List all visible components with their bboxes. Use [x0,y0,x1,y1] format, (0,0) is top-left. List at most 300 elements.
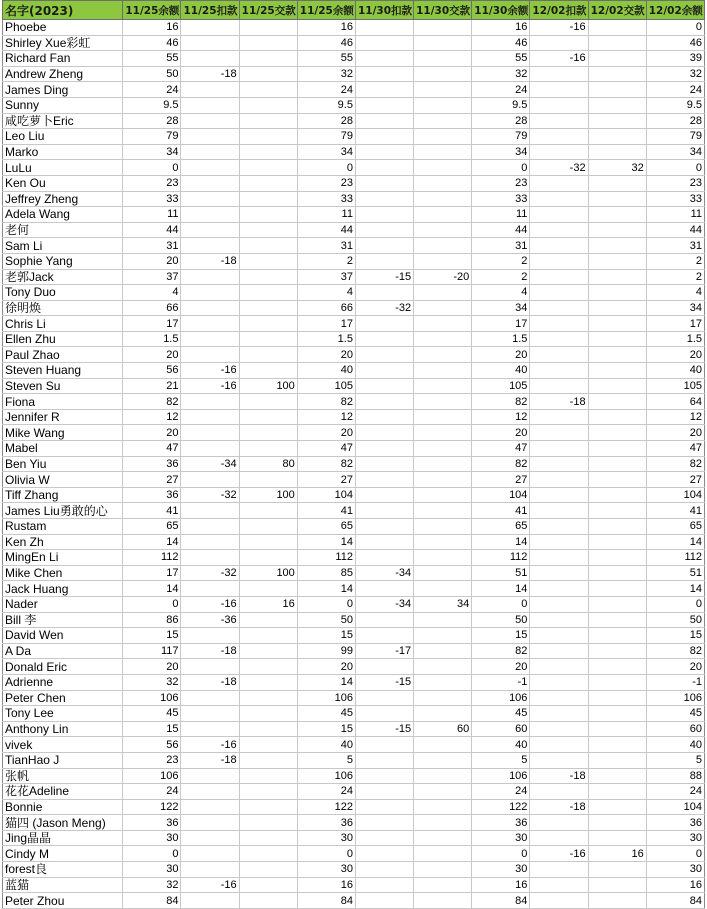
value-cell[interactable] [239,503,297,519]
value-cell[interactable] [239,409,297,425]
value-cell[interactable] [355,441,413,457]
value-cell[interactable]: 0 [297,596,355,612]
value-cell[interactable]: -16 [181,737,239,753]
value-cell[interactable] [355,129,413,145]
value-cell[interactable]: -1 [646,674,704,690]
value-cell[interactable]: 12 [297,409,355,425]
value-cell[interactable] [355,612,413,628]
value-cell[interactable]: 0 [646,596,704,612]
name-cell[interactable]: Olivia W [3,472,123,488]
value-cell[interactable]: 112 [123,550,181,566]
value-cell[interactable] [588,207,646,223]
value-cell[interactable] [588,768,646,784]
value-cell[interactable] [239,238,297,254]
value-cell[interactable]: 4 [297,285,355,301]
value-cell[interactable] [239,394,297,410]
value-cell[interactable]: 20 [472,425,530,441]
value-cell[interactable] [588,581,646,597]
value-cell[interactable]: 1.5 [646,331,704,347]
value-cell[interactable] [239,799,297,815]
value-cell[interactable]: 20 [646,425,704,441]
value-cell[interactable] [355,144,413,160]
value-cell[interactable]: 27 [297,472,355,488]
value-cell[interactable] [355,253,413,269]
value-cell[interactable]: 12 [472,409,530,425]
value-cell[interactable]: -34 [181,456,239,472]
value-cell[interactable]: 14 [123,581,181,597]
value-cell[interactable] [239,316,297,332]
value-cell[interactable]: -32 [355,300,413,316]
value-cell[interactable]: 31 [123,238,181,254]
value-cell[interactable] [588,316,646,332]
value-cell[interactable] [414,612,472,628]
name-cell[interactable]: Mabel [3,441,123,457]
value-cell[interactable] [239,347,297,363]
name-cell[interactable]: Richard Fan [3,51,123,67]
value-cell[interactable]: 20 [472,659,530,675]
value-cell[interactable]: 41 [472,503,530,519]
value-cell[interactable] [355,487,413,503]
value-cell[interactable]: 104 [646,799,704,815]
value-cell[interactable] [530,565,588,581]
value-cell[interactable] [355,35,413,51]
name-cell[interactable]: Ben Yiu [3,456,123,472]
value-cell[interactable] [414,441,472,457]
value-cell[interactable] [588,830,646,846]
value-cell[interactable] [414,659,472,675]
value-cell[interactable]: 36 [472,815,530,831]
value-cell[interactable] [530,66,588,82]
value-cell[interactable]: 23 [297,175,355,191]
value-cell[interactable]: 85 [297,565,355,581]
value-cell[interactable] [588,97,646,113]
value-cell[interactable] [239,706,297,722]
value-cell[interactable] [239,862,297,878]
value-cell[interactable] [530,830,588,846]
value-cell[interactable] [239,737,297,753]
value-cell[interactable] [355,347,413,363]
value-cell[interactable]: 16 [472,20,530,36]
value-cell[interactable] [588,674,646,690]
value-cell[interactable]: 79 [297,129,355,145]
value-cell[interactable] [530,378,588,394]
value-cell[interactable]: 51 [646,565,704,581]
value-cell[interactable] [355,503,413,519]
value-cell[interactable]: 65 [123,519,181,535]
value-cell[interactable] [414,300,472,316]
value-cell[interactable]: -18 [530,394,588,410]
value-cell[interactable]: 106 [472,690,530,706]
value-cell[interactable] [530,129,588,145]
name-cell[interactable]: Peter Zhou [3,893,123,909]
value-cell[interactable] [355,519,413,535]
name-cell[interactable]: Leo Liu [3,129,123,145]
value-cell[interactable] [414,66,472,82]
value-cell[interactable]: 11 [472,207,530,223]
value-cell[interactable]: 104 [472,487,530,503]
value-cell[interactable]: 106 [297,690,355,706]
value-cell[interactable] [414,581,472,597]
name-cell[interactable]: vivek [3,737,123,753]
value-cell[interactable] [530,113,588,129]
value-cell[interactable]: 14 [472,581,530,597]
value-cell[interactable] [588,784,646,800]
value-cell[interactable] [181,690,239,706]
value-cell[interactable] [239,113,297,129]
value-cell[interactable]: 4 [123,285,181,301]
value-cell[interactable]: 24 [646,784,704,800]
value-cell[interactable] [355,581,413,597]
value-cell[interactable] [588,737,646,753]
value-cell[interactable]: 34 [646,144,704,160]
value-cell[interactable] [414,799,472,815]
value-cell[interactable] [181,331,239,347]
value-cell[interactable] [414,191,472,207]
name-cell[interactable]: Marko [3,144,123,160]
value-cell[interactable] [181,893,239,909]
value-cell[interactable] [355,378,413,394]
value-cell[interactable] [181,581,239,597]
value-cell[interactable] [530,207,588,223]
value-cell[interactable] [181,113,239,129]
value-cell[interactable] [588,721,646,737]
value-cell[interactable] [239,815,297,831]
value-cell[interactable] [239,643,297,659]
value-cell[interactable]: 30 [297,862,355,878]
value-cell[interactable]: 66 [123,300,181,316]
value-cell[interactable] [239,97,297,113]
value-cell[interactable]: 82 [472,456,530,472]
value-cell[interactable]: 84 [297,893,355,909]
value-cell[interactable] [414,706,472,722]
value-cell[interactable] [588,129,646,145]
value-cell[interactable] [181,129,239,145]
value-cell[interactable]: 45 [297,706,355,722]
value-cell[interactable] [181,285,239,301]
name-cell[interactable]: 花花Adeline [3,784,123,800]
name-cell[interactable]: Steven Su [3,378,123,394]
value-cell[interactable]: 100 [239,487,297,503]
value-cell[interactable] [530,721,588,737]
value-cell[interactable]: 40 [297,737,355,753]
value-cell[interactable]: -16 [181,378,239,394]
value-cell[interactable] [181,519,239,535]
value-cell[interactable] [588,425,646,441]
value-cell[interactable] [588,472,646,488]
value-cell[interactable] [588,534,646,550]
value-cell[interactable] [181,441,239,457]
header-name[interactable]: 名字(2023) [3,1,123,20]
name-cell[interactable]: TianHao J [3,752,123,768]
value-cell[interactable] [414,846,472,862]
name-cell[interactable]: Sunny [3,97,123,113]
value-cell[interactable]: 66 [297,300,355,316]
value-cell[interactable]: -16 [530,20,588,36]
value-cell[interactable] [530,690,588,706]
value-cell[interactable] [355,425,413,441]
value-cell[interactable] [239,534,297,550]
value-cell[interactable]: 33 [646,191,704,207]
value-cell[interactable]: 9.5 [472,97,530,113]
value-cell[interactable] [530,628,588,644]
value-cell[interactable]: 32 [588,160,646,176]
value-cell[interactable]: 82 [646,643,704,659]
value-cell[interactable] [355,659,413,675]
value-cell[interactable] [355,706,413,722]
value-cell[interactable]: -34 [355,565,413,581]
value-cell[interactable]: -15 [355,721,413,737]
value-cell[interactable]: 34 [297,144,355,160]
value-cell[interactable] [414,643,472,659]
value-cell[interactable]: 105 [646,378,704,394]
value-cell[interactable]: 79 [472,129,530,145]
name-cell[interactable]: Bill 李 [3,612,123,628]
value-cell[interactable] [414,363,472,379]
name-cell[interactable]: Sophie Yang [3,253,123,269]
value-cell[interactable]: 20 [646,347,704,363]
header-1125-balance[interactable]: 11/25余额 [123,1,181,20]
header-1125-deduction[interactable]: 11/25扣款 [181,1,239,20]
value-cell[interactable] [239,20,297,36]
value-cell[interactable]: 45 [123,706,181,722]
value-cell[interactable]: 1.5 [123,331,181,347]
value-cell[interactable] [414,830,472,846]
value-cell[interactable] [414,82,472,98]
value-cell[interactable]: 34 [123,144,181,160]
value-cell[interactable]: -16 [181,596,239,612]
value-cell[interactable] [530,784,588,800]
value-cell[interactable] [239,472,297,488]
value-cell[interactable]: 36 [123,487,181,503]
value-cell[interactable]: 40 [297,363,355,379]
value-cell[interactable] [239,363,297,379]
value-cell[interactable] [355,191,413,207]
value-cell[interactable] [181,534,239,550]
value-cell[interactable]: -18 [181,253,239,269]
value-cell[interactable] [181,347,239,363]
value-cell[interactable] [588,253,646,269]
value-cell[interactable] [181,503,239,519]
value-cell[interactable] [181,51,239,67]
value-cell[interactable]: 40 [646,363,704,379]
value-cell[interactable] [181,799,239,815]
value-cell[interactable]: 32 [472,66,530,82]
value-cell[interactable]: 41 [297,503,355,519]
value-cell[interactable]: 17 [297,316,355,332]
value-cell[interactable]: -18 [181,674,239,690]
value-cell[interactable]: 82 [472,643,530,659]
value-cell[interactable] [181,394,239,410]
value-cell[interactable]: 11 [297,207,355,223]
value-cell[interactable] [588,799,646,815]
value-cell[interactable]: 41 [646,503,704,519]
value-cell[interactable]: -32 [181,565,239,581]
name-cell[interactable]: Chris Li [3,316,123,332]
value-cell[interactable] [530,238,588,254]
value-cell[interactable]: 30 [472,830,530,846]
name-cell[interactable]: forest良 [3,862,123,878]
value-cell[interactable] [239,253,297,269]
value-cell[interactable]: 5 [297,752,355,768]
value-cell[interactable] [588,347,646,363]
value-cell[interactable]: 45 [646,706,704,722]
value-cell[interactable]: 30 [123,830,181,846]
value-cell[interactable]: 2 [646,253,704,269]
name-cell[interactable]: Jennifer R [3,409,123,425]
value-cell[interactable] [181,97,239,113]
value-cell[interactable]: 32 [646,66,704,82]
value-cell[interactable] [588,643,646,659]
value-cell[interactable]: 15 [297,721,355,737]
value-cell[interactable]: 30 [646,862,704,878]
value-cell[interactable] [530,425,588,441]
value-cell[interactable] [530,643,588,659]
value-cell[interactable]: 27 [472,472,530,488]
value-cell[interactable]: 39 [646,51,704,67]
value-cell[interactable] [530,331,588,347]
value-cell[interactable]: 15 [123,628,181,644]
value-cell[interactable]: 15 [297,628,355,644]
value-cell[interactable]: 112 [297,550,355,566]
value-cell[interactable] [355,363,413,379]
name-cell[interactable]: Adela Wang [3,207,123,223]
value-cell[interactable]: 55 [297,51,355,67]
value-cell[interactable] [355,66,413,82]
value-cell[interactable]: 14 [123,534,181,550]
value-cell[interactable]: 15 [646,628,704,644]
value-cell[interactable]: 33 [123,191,181,207]
value-cell[interactable] [588,20,646,36]
value-cell[interactable]: 14 [297,674,355,690]
value-cell[interactable]: -16 [530,846,588,862]
value-cell[interactable] [181,830,239,846]
value-cell[interactable] [414,253,472,269]
value-cell[interactable]: 23 [123,752,181,768]
name-cell[interactable]: Bonnie [3,799,123,815]
value-cell[interactable] [239,35,297,51]
value-cell[interactable] [530,534,588,550]
value-cell[interactable] [588,191,646,207]
value-cell[interactable] [414,175,472,191]
value-cell[interactable]: 65 [297,519,355,535]
header-1130-deduction[interactable]: 11/30扣款 [355,1,413,20]
value-cell[interactable]: 106 [646,690,704,706]
value-cell[interactable] [414,862,472,878]
value-cell[interactable]: 0 [123,596,181,612]
value-cell[interactable]: -18 [530,799,588,815]
value-cell[interactable]: 44 [646,222,704,238]
value-cell[interactable] [588,877,646,893]
value-cell[interactable] [414,877,472,893]
value-cell[interactable]: 46 [297,35,355,51]
value-cell[interactable] [588,300,646,316]
value-cell[interactable] [239,659,297,675]
value-cell[interactable]: 5 [646,752,704,768]
value-cell[interactable] [530,519,588,535]
value-cell[interactable] [181,768,239,784]
value-cell[interactable]: 0 [123,846,181,862]
value-cell[interactable]: 16 [472,877,530,893]
header-1125-payment[interactable]: 11/25交款 [239,1,297,20]
value-cell[interactable] [181,82,239,98]
value-cell[interactable] [530,596,588,612]
value-cell[interactable] [181,784,239,800]
name-cell[interactable]: Mike Wang [3,425,123,441]
value-cell[interactable] [530,97,588,113]
name-cell[interactable]: 老何 [3,222,123,238]
value-cell[interactable] [355,316,413,332]
name-cell[interactable]: Tony Duo [3,285,123,301]
value-cell[interactable] [530,581,588,597]
value-cell[interactable] [530,737,588,753]
value-cell[interactable] [588,82,646,98]
value-cell[interactable]: 16 [123,20,181,36]
value-cell[interactable] [414,97,472,113]
value-cell[interactable] [414,394,472,410]
value-cell[interactable]: 45 [472,706,530,722]
header-1202-payment[interactable]: 12/02交款 [588,1,646,20]
value-cell[interactable] [530,222,588,238]
value-cell[interactable] [530,269,588,285]
value-cell[interactable] [355,472,413,488]
value-cell[interactable]: 44 [297,222,355,238]
value-cell[interactable]: 40 [472,363,530,379]
value-cell[interactable]: 20 [123,253,181,269]
value-cell[interactable]: 37 [297,269,355,285]
value-cell[interactable] [355,238,413,254]
value-cell[interactable] [530,300,588,316]
value-cell[interactable] [530,82,588,98]
value-cell[interactable] [181,300,239,316]
name-cell[interactable]: Jack Huang [3,581,123,597]
value-cell[interactable]: 33 [472,191,530,207]
value-cell[interactable] [239,846,297,862]
value-cell[interactable] [530,363,588,379]
value-cell[interactable] [588,285,646,301]
value-cell[interactable]: 20 [297,659,355,675]
value-cell[interactable]: 0 [123,160,181,176]
value-cell[interactable] [355,409,413,425]
value-cell[interactable] [355,175,413,191]
value-cell[interactable]: 0 [472,596,530,612]
value-cell[interactable]: 79 [646,129,704,145]
value-cell[interactable] [239,160,297,176]
value-cell[interactable] [530,35,588,51]
value-cell[interactable]: 82 [646,456,704,472]
value-cell[interactable] [588,550,646,566]
value-cell[interactable]: 0 [646,20,704,36]
value-cell[interactable]: -20 [414,269,472,285]
value-cell[interactable] [239,129,297,145]
value-cell[interactable] [239,893,297,909]
value-cell[interactable]: 34 [646,300,704,316]
value-cell[interactable] [239,674,297,690]
value-cell[interactable]: 105 [297,378,355,394]
value-cell[interactable]: 0 [472,846,530,862]
value-cell[interactable]: 65 [646,519,704,535]
value-cell[interactable] [530,487,588,503]
value-cell[interactable] [530,815,588,831]
value-cell[interactable] [239,550,297,566]
value-cell[interactable] [355,768,413,784]
value-cell[interactable] [355,207,413,223]
value-cell[interactable] [588,269,646,285]
value-cell[interactable]: 100 [239,565,297,581]
value-cell[interactable] [530,456,588,472]
value-cell[interactable] [530,285,588,301]
value-cell[interactable] [181,238,239,254]
value-cell[interactable]: 122 [297,799,355,815]
